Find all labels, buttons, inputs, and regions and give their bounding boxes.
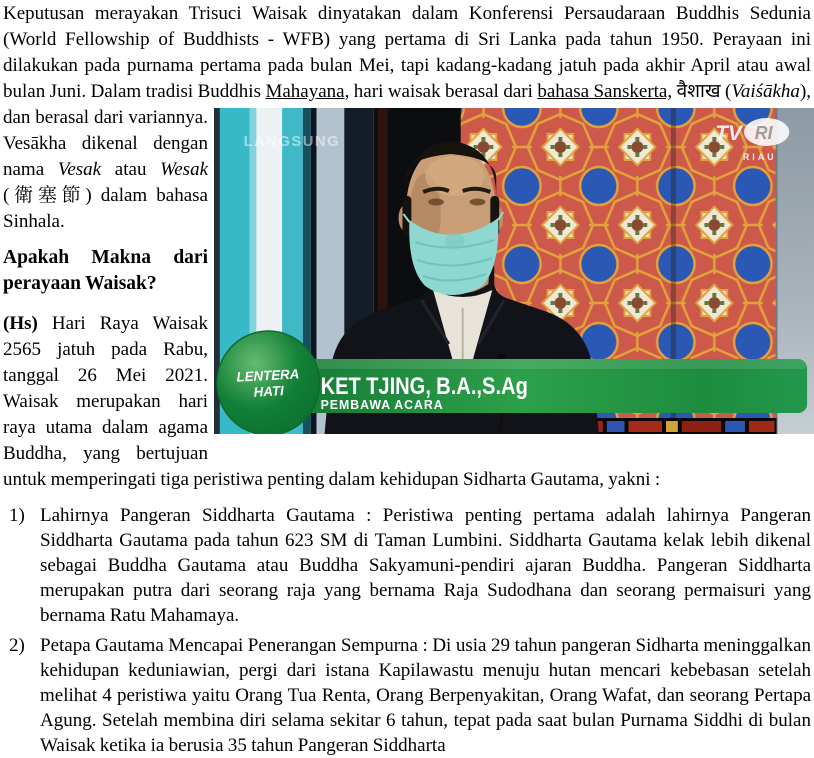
- list-item-2: [3, 633, 811, 758]
- program-logo-line1: LENTERA: [236, 366, 300, 384]
- speaker-role: PEMBAWA ACARA: [321, 398, 444, 412]
- text-run: dari: [503, 81, 537, 102]
- list-text-2: Petapa Gautama Mencapai Penerangan Sempurna : Di usia 29 tahun pangeran Sidharta meninggalkan kehidupan keduniawian, pergi dari istana Kapilawastu menuju hutan mencari kebebasan setelah melihat 4 peristiwa yaitu Orang Tua Renta, Orang Berpenyakitan, Orang Wafat, dan seorang Pertapa Agung. Setelah membina diri selama sekitar 6 tahun, tepat pada saat bulan Purnama Siddhi di bulan Waisak ketika ia berusia 35 tahun Pangeran Siddharta: [40, 635, 811, 756]
- tvri-ri-text: RI: [755, 123, 774, 143]
- list-marker-1: 1): [9, 503, 25, 528]
- paragraph-intro: [3, 1, 811, 235]
- text-run: Hari Raya Waisak 2565 jatuh pada Rabu, tanggal 26 Mei 2021. Waisak merupakan hari raya utama dalam agama Buddha, yang bertujuan untuk memperingati tiga peristiwa penting dalam kehidupan Sidharta Gautama, yakni :: [3, 313, 660, 490]
- lower-third: [290, 359, 807, 413]
- live-badge: LANGSUNG: [244, 134, 340, 150]
- text-run: atau: [101, 159, 160, 180]
- list-marker-2: 2): [9, 633, 25, 658]
- hyperlink-text[interactable]: Mahayana: [265, 81, 344, 102]
- text-run: Vesak: [58, 159, 101, 180]
- text-run: वैशाख (: [672, 81, 731, 102]
- text-run: , hari waisak berasal: [345, 81, 504, 102]
- text-run: Wesak: [160, 159, 208, 180]
- section-heading: Apakah Makna dari perayaan Waisak?: [3, 245, 811, 297]
- text-run: (Hs): [3, 313, 38, 334]
- program-logo-line2: HATI: [253, 383, 284, 400]
- tv-screenshot-figure: [214, 108, 814, 434]
- hyperlink-text[interactable]: bahasa Sanskerta,: [537, 81, 672, 102]
- tv-broadcast-image: [214, 108, 814, 434]
- list-text-1: Lahirnya Pangeran Siddharta Gautama : Peristiwa penting pertama adalah lahirnya Pangeran Siddharta Gautama pada tahun 623 SM di Taman Lumbini. Siddharta Gautama kelak lebih dikenal sebagai Buddha Gautama atau Buddha Sakyamuni-pendiri ajaran Buddha. Pangeran Siddharta merupakan putra dari seorang raja yang bernama Raja Sudodhana dan seorang permaisuri yang bernama Ratu Mahamaya.: [40, 505, 811, 626]
- tvri-tv-text: TV: [715, 122, 744, 145]
- text-run: Vaiśākha: [731, 81, 800, 102]
- speaker-name: KET TJING, B.A.,S.Ag: [321, 372, 528, 399]
- tvri-region-text: RIAU: [743, 152, 777, 162]
- list-item-1: [3, 503, 811, 628]
- text-run: ), dan berasal dari variannya. Vesākha dikenal dengan nama: [3, 81, 811, 180]
- text-run: (衛塞節) dalam bahasa Sinhala.: [3, 185, 208, 232]
- text-run: Keputusan merayakan Trisuci Waisak dinyatakan dalam Konferensi Persaudaraan Buddhis Sedunia (World Fellowship of Buddhists - WFB) yang pertama di Sri Lanka pada tahun 1950. Perayaan ini dilakukan pada purnama pertama pada bulan Mei, tapi kadang-kadang jatuh pada akhir April atau awal bulan Juni. Dalam tradisi Buddhis: [3, 3, 811, 102]
